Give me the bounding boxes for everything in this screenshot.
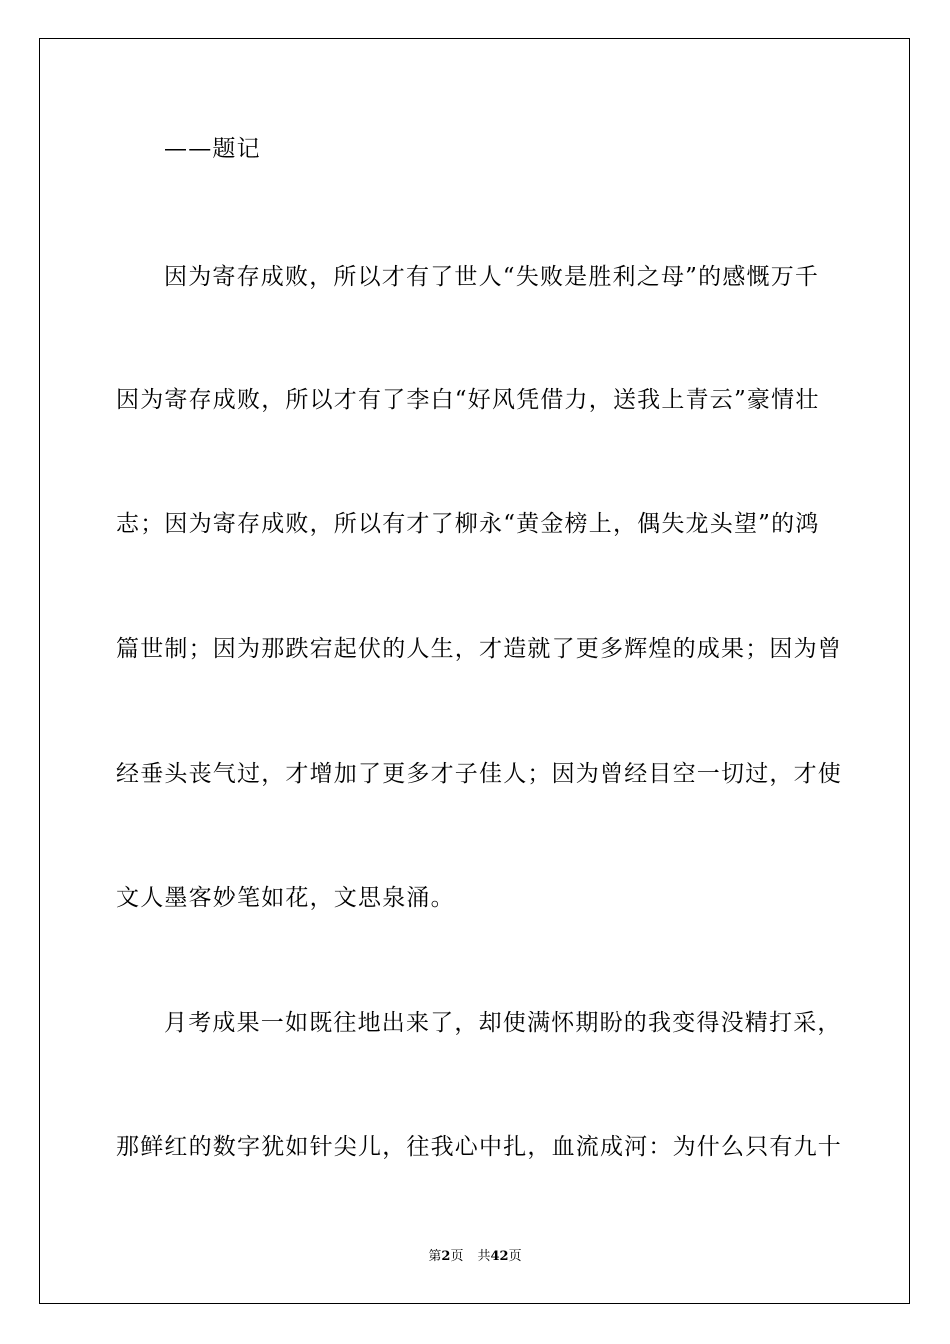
paragraph-2-line-5: 文人墨客妙笔如花，文思泉涌。 [116, 885, 455, 911]
paragraph-1-line-1: 因为寄存成败，所以才有了世人“失败是胜利之母”的感慨万千 [164, 264, 820, 290]
total-pages: 42 [490, 1249, 509, 1264]
paragraph-3-line-1: 月考成果一如既往地出来了，却使满怀期盼的我变得没精打采， [164, 1010, 842, 1036]
total-prefix: 共 [477, 1249, 491, 1264]
paragraph-2-line-3: 篇世制；因为那跌宕起伏的人生，才造就了更多辉煌的成果；因为曾 [116, 636, 842, 662]
inscription-line: ——题记 [164, 136, 261, 162]
paragraph-2-line-1: 因为寄存成败，所以才有了李白“好风凭借力，送我上青云”豪情壮 [116, 387, 820, 413]
total-suffix: 页 [508, 1249, 522, 1264]
page-prefix: 第 [428, 1249, 442, 1264]
paragraph-2-line-2: 志；因为寄存成败，所以有才了柳永“黄金榜上，偶失龙头望”的鸿 [116, 511, 820, 537]
page-suffix: 页 [450, 1249, 464, 1264]
page-border [39, 38, 910, 1304]
paragraph-3-line-2: 那鲜红的数字犹如针尖儿，往我心中扎，血流成河：为什么只有九十 [116, 1134, 842, 1160]
page-footer [0, 1248, 950, 1266]
paragraph-2-line-4: 经垂头丧气过，才增加了更多才子佳人；因为曾经目空一切过，才使 [116, 761, 842, 787]
page-number: 2 [441, 1249, 451, 1264]
